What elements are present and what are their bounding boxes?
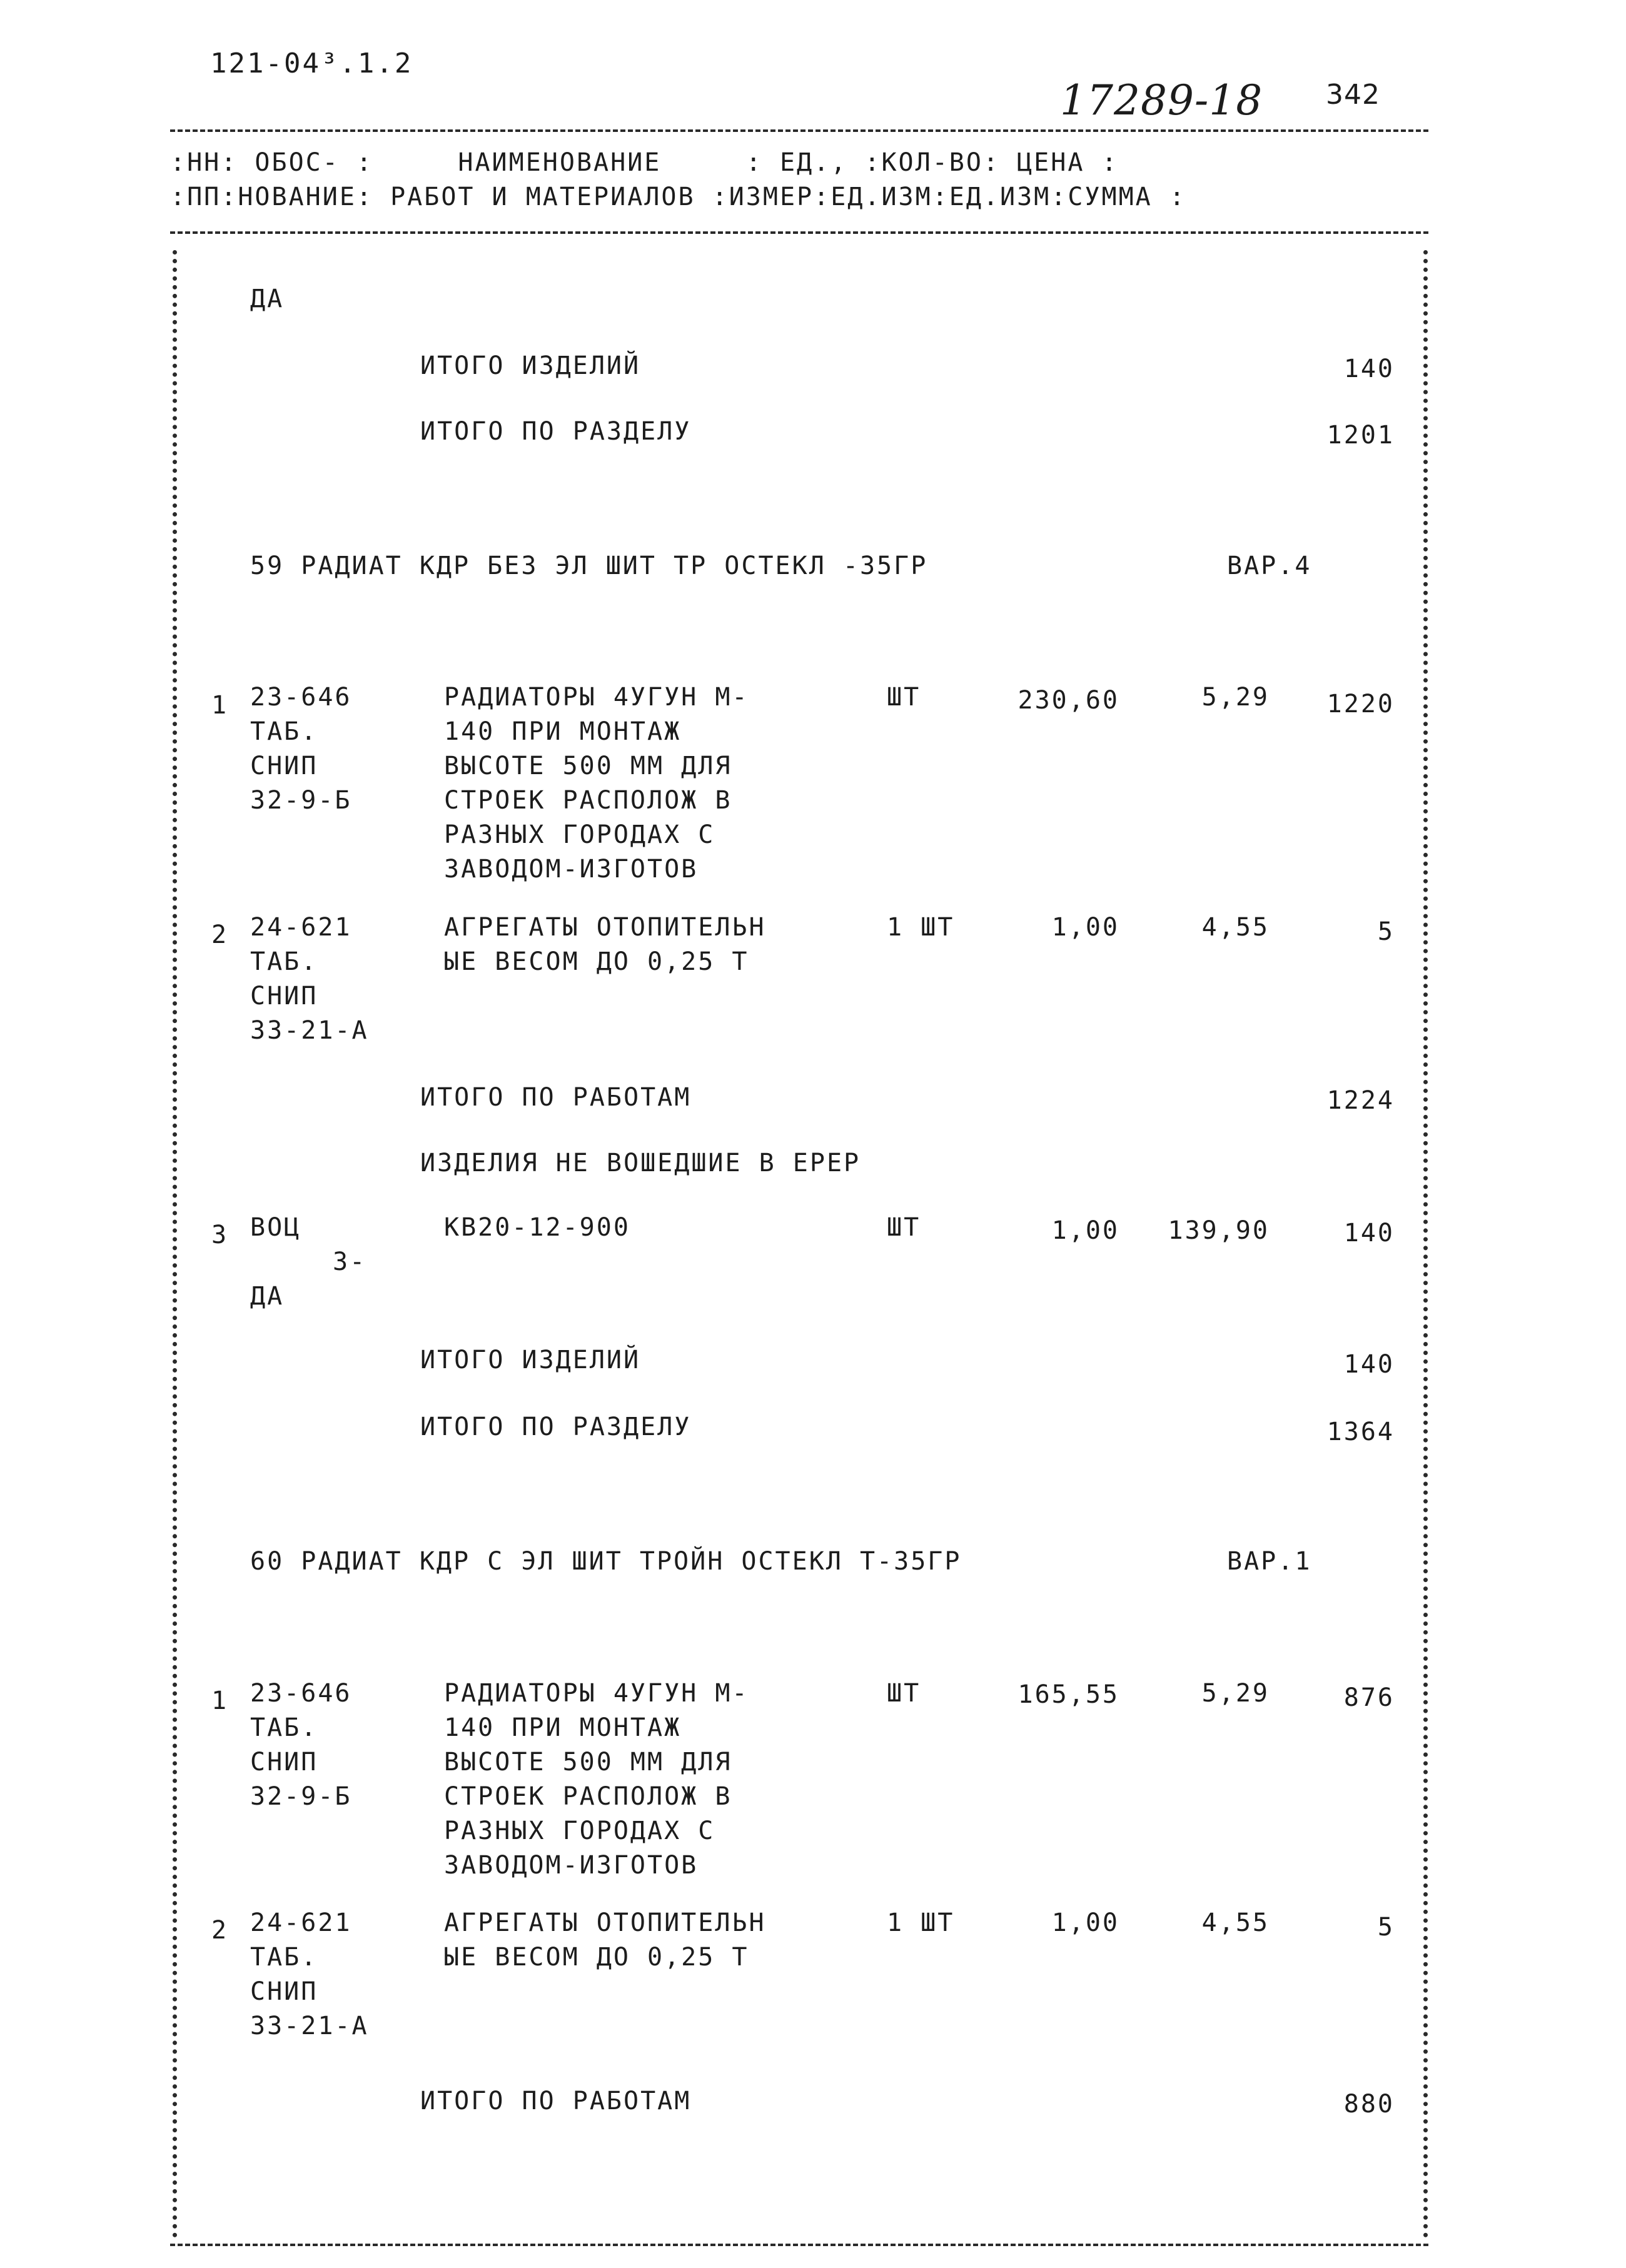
table-header-line-1: :НН: ОБОС- : НАИМЕНОВАНИЕ : ЕД., :КОЛ-ВО: ЦЕНА :: [170, 148, 1119, 177]
row-code-line: 3-: [333, 1247, 367, 1276]
works-total-label: ИТОГО ПО РАБОТАМ: [420, 2087, 692, 2115]
row-code-line: ТАБ.: [250, 947, 318, 976]
document-code: 121-04³.1.2: [210, 48, 413, 79]
row-code-line: 33-21-А: [250, 2012, 369, 2040]
row-name-line: РАЗНЫХ ГОРОДАХ С: [444, 1817, 715, 1845]
row-number: 1: [211, 1686, 229, 1715]
row-code-line: ДА: [250, 1282, 285, 1311]
works-total-value: 880: [1343, 2090, 1395, 2119]
left-border-dots: [173, 250, 177, 2239]
row-name-line: ВЫСОТЕ 500 ММ ДЛЯ: [444, 1748, 732, 1777]
right-border-dots: [1423, 250, 1428, 2239]
table-header-rule: [170, 231, 1428, 234]
row-name-line: ЫЕ ВЕСОМ ДО 0,25 Т: [444, 947, 749, 976]
carry-da: ДА: [250, 285, 285, 313]
row-sum: 1220: [1326, 690, 1395, 718]
row-code-line: ТАБ.: [250, 1713, 318, 1742]
row-sum: 5: [1377, 1913, 1395, 1942]
row-code-line: 32-9-Б: [250, 786, 352, 815]
section-59-variant: ВАР.4: [1227, 552, 1312, 580]
row-name-line: АГРЕГАТЫ ОТОПИТЕЛЬН: [444, 1908, 766, 1937]
section-60-variant: ВАР.1: [1227, 1547, 1312, 1576]
row-code-line: ВОЦ: [250, 1213, 301, 1242]
section-total-label: ИТОГО ПО РАЗДЕЛУ: [420, 1413, 692, 1441]
section-59-title: 59 РАДИАТ КДР БЕЗ ЭЛ ШИТ ТР ОСТЕКЛ -35ГР: [250, 552, 928, 580]
row-code-line: 23-646: [250, 683, 352, 712]
row-code-line: СНИП: [250, 982, 318, 1011]
row-number: 3: [211, 1221, 229, 1249]
section-60-title: 60 РАДИАТ КДР С ЭЛ ШИТ ТРОЙН ОСТЕКЛ Т-35ГР: [250, 1547, 962, 1576]
items-total-value: 140: [1343, 1350, 1395, 1379]
row-price: 4,55: [1201, 913, 1270, 942]
items-total-label: ИТОГО ИЗДЕЛИЙ: [420, 351, 641, 380]
row-price: 5,29: [1201, 683, 1270, 712]
row-code-line: ТАБ.: [250, 1943, 318, 1972]
row-name-line: КВ20-12-900: [444, 1213, 630, 1242]
row-quantity: 230,60: [1018, 686, 1119, 715]
row-unit: 1 ШТ: [887, 913, 955, 942]
row-name-line: 140 ПРИ МОНТАЖ: [444, 1713, 682, 1742]
row-quantity: 165,55: [1018, 1680, 1119, 1709]
row-price: 4,55: [1201, 1908, 1270, 1937]
works-total-value: 1224: [1326, 1086, 1395, 1115]
row-name-line: РАДИАТОРЫ 4УГУН М-: [444, 1679, 749, 1708]
section-total-value: 1201: [1326, 421, 1395, 450]
not-included-label: ИЗДЕЛИЯ НЕ ВОШЕДШИЕ В ЕРЕР: [420, 1149, 861, 1177]
items-total-value: 140: [1343, 355, 1395, 383]
row-code-line: ТАБ.: [250, 717, 318, 746]
row-name-line: РАДИАТОРЫ 4УГУН М-: [444, 683, 749, 712]
row-code-line: 23-646: [250, 1679, 352, 1708]
row-name-line: РАЗНЫХ ГОРОДАХ С: [444, 820, 715, 849]
row-number: 2: [211, 1916, 229, 1945]
row-unit: 1 ШТ: [887, 1908, 955, 1937]
row-sum: 876: [1343, 1683, 1395, 1712]
row-price: 5,29: [1201, 1679, 1270, 1708]
row-name-line: АГРЕГАТЫ ОТОПИТЕЛЬН: [444, 913, 766, 942]
section-total-value: 1364: [1326, 1418, 1395, 1446]
row-code-line: СНИП: [250, 1748, 318, 1777]
row-quantity: 1,00: [1051, 913, 1119, 942]
row-number: 1: [211, 691, 229, 720]
row-name-line: СТРОЕК РАСПОЛОЖ В: [444, 786, 732, 815]
sheet-number: 342: [1326, 79, 1380, 111]
row-name-line: ВЫСОТЕ 500 ММ ДЛЯ: [444, 752, 732, 780]
row-name-line: ЫЕ ВЕСОМ ДО 0,25 Т: [444, 1943, 749, 1972]
row-code-line: СНИП: [250, 752, 318, 780]
section-total-label: ИТОГО ПО РАЗДЕЛУ: [420, 417, 692, 446]
row-number: 2: [211, 920, 229, 949]
row-code-line: 32-9-Б: [250, 1782, 352, 1811]
row-quantity: 1,00: [1051, 1908, 1119, 1937]
row-sum: 140: [1343, 1219, 1395, 1247]
row-sum: 5: [1377, 917, 1395, 946]
row-code-line: 24-621: [250, 913, 352, 942]
table-bottom-rule: [170, 2244, 1428, 2246]
works-total-label: ИТОГО ПО РАБОТАМ: [420, 1083, 692, 1112]
row-name-line: ЗАВОДОМ-ИЗГОТОВ: [444, 1851, 699, 1880]
table-top-rule: [170, 129, 1428, 132]
row-name-line: ЗАВОДОМ-ИЗГОТОВ: [444, 855, 699, 884]
handwritten-number: 17289-18: [1060, 76, 1263, 124]
row-quantity: 1,00: [1051, 1216, 1119, 1245]
row-code-line: 24-621: [250, 1908, 352, 1937]
row-unit: ШТ: [887, 683, 921, 712]
row-name-line: СТРОЕК РАСПОЛОЖ В: [444, 1782, 732, 1811]
row-code-line: 33-21-А: [250, 1016, 369, 1045]
items-total-label: ИТОГО ИЗДЕЛИЙ: [420, 1346, 641, 1374]
row-unit: ШТ: [887, 1213, 921, 1242]
table-header-line-2: :ПП:НОВАНИЕ: РАБОТ И МАТЕРИАЛОВ :ИЗМЕР:ЕД.ИЗМ:ЕД.ИЗМ:СУММА :: [170, 183, 1186, 211]
row-name-line: 140 ПРИ МОНТАЖ: [444, 717, 682, 746]
row-unit: ШТ: [887, 1679, 921, 1708]
row-code-line: СНИП: [250, 1977, 318, 2006]
row-price: 139,90: [1168, 1216, 1270, 1245]
